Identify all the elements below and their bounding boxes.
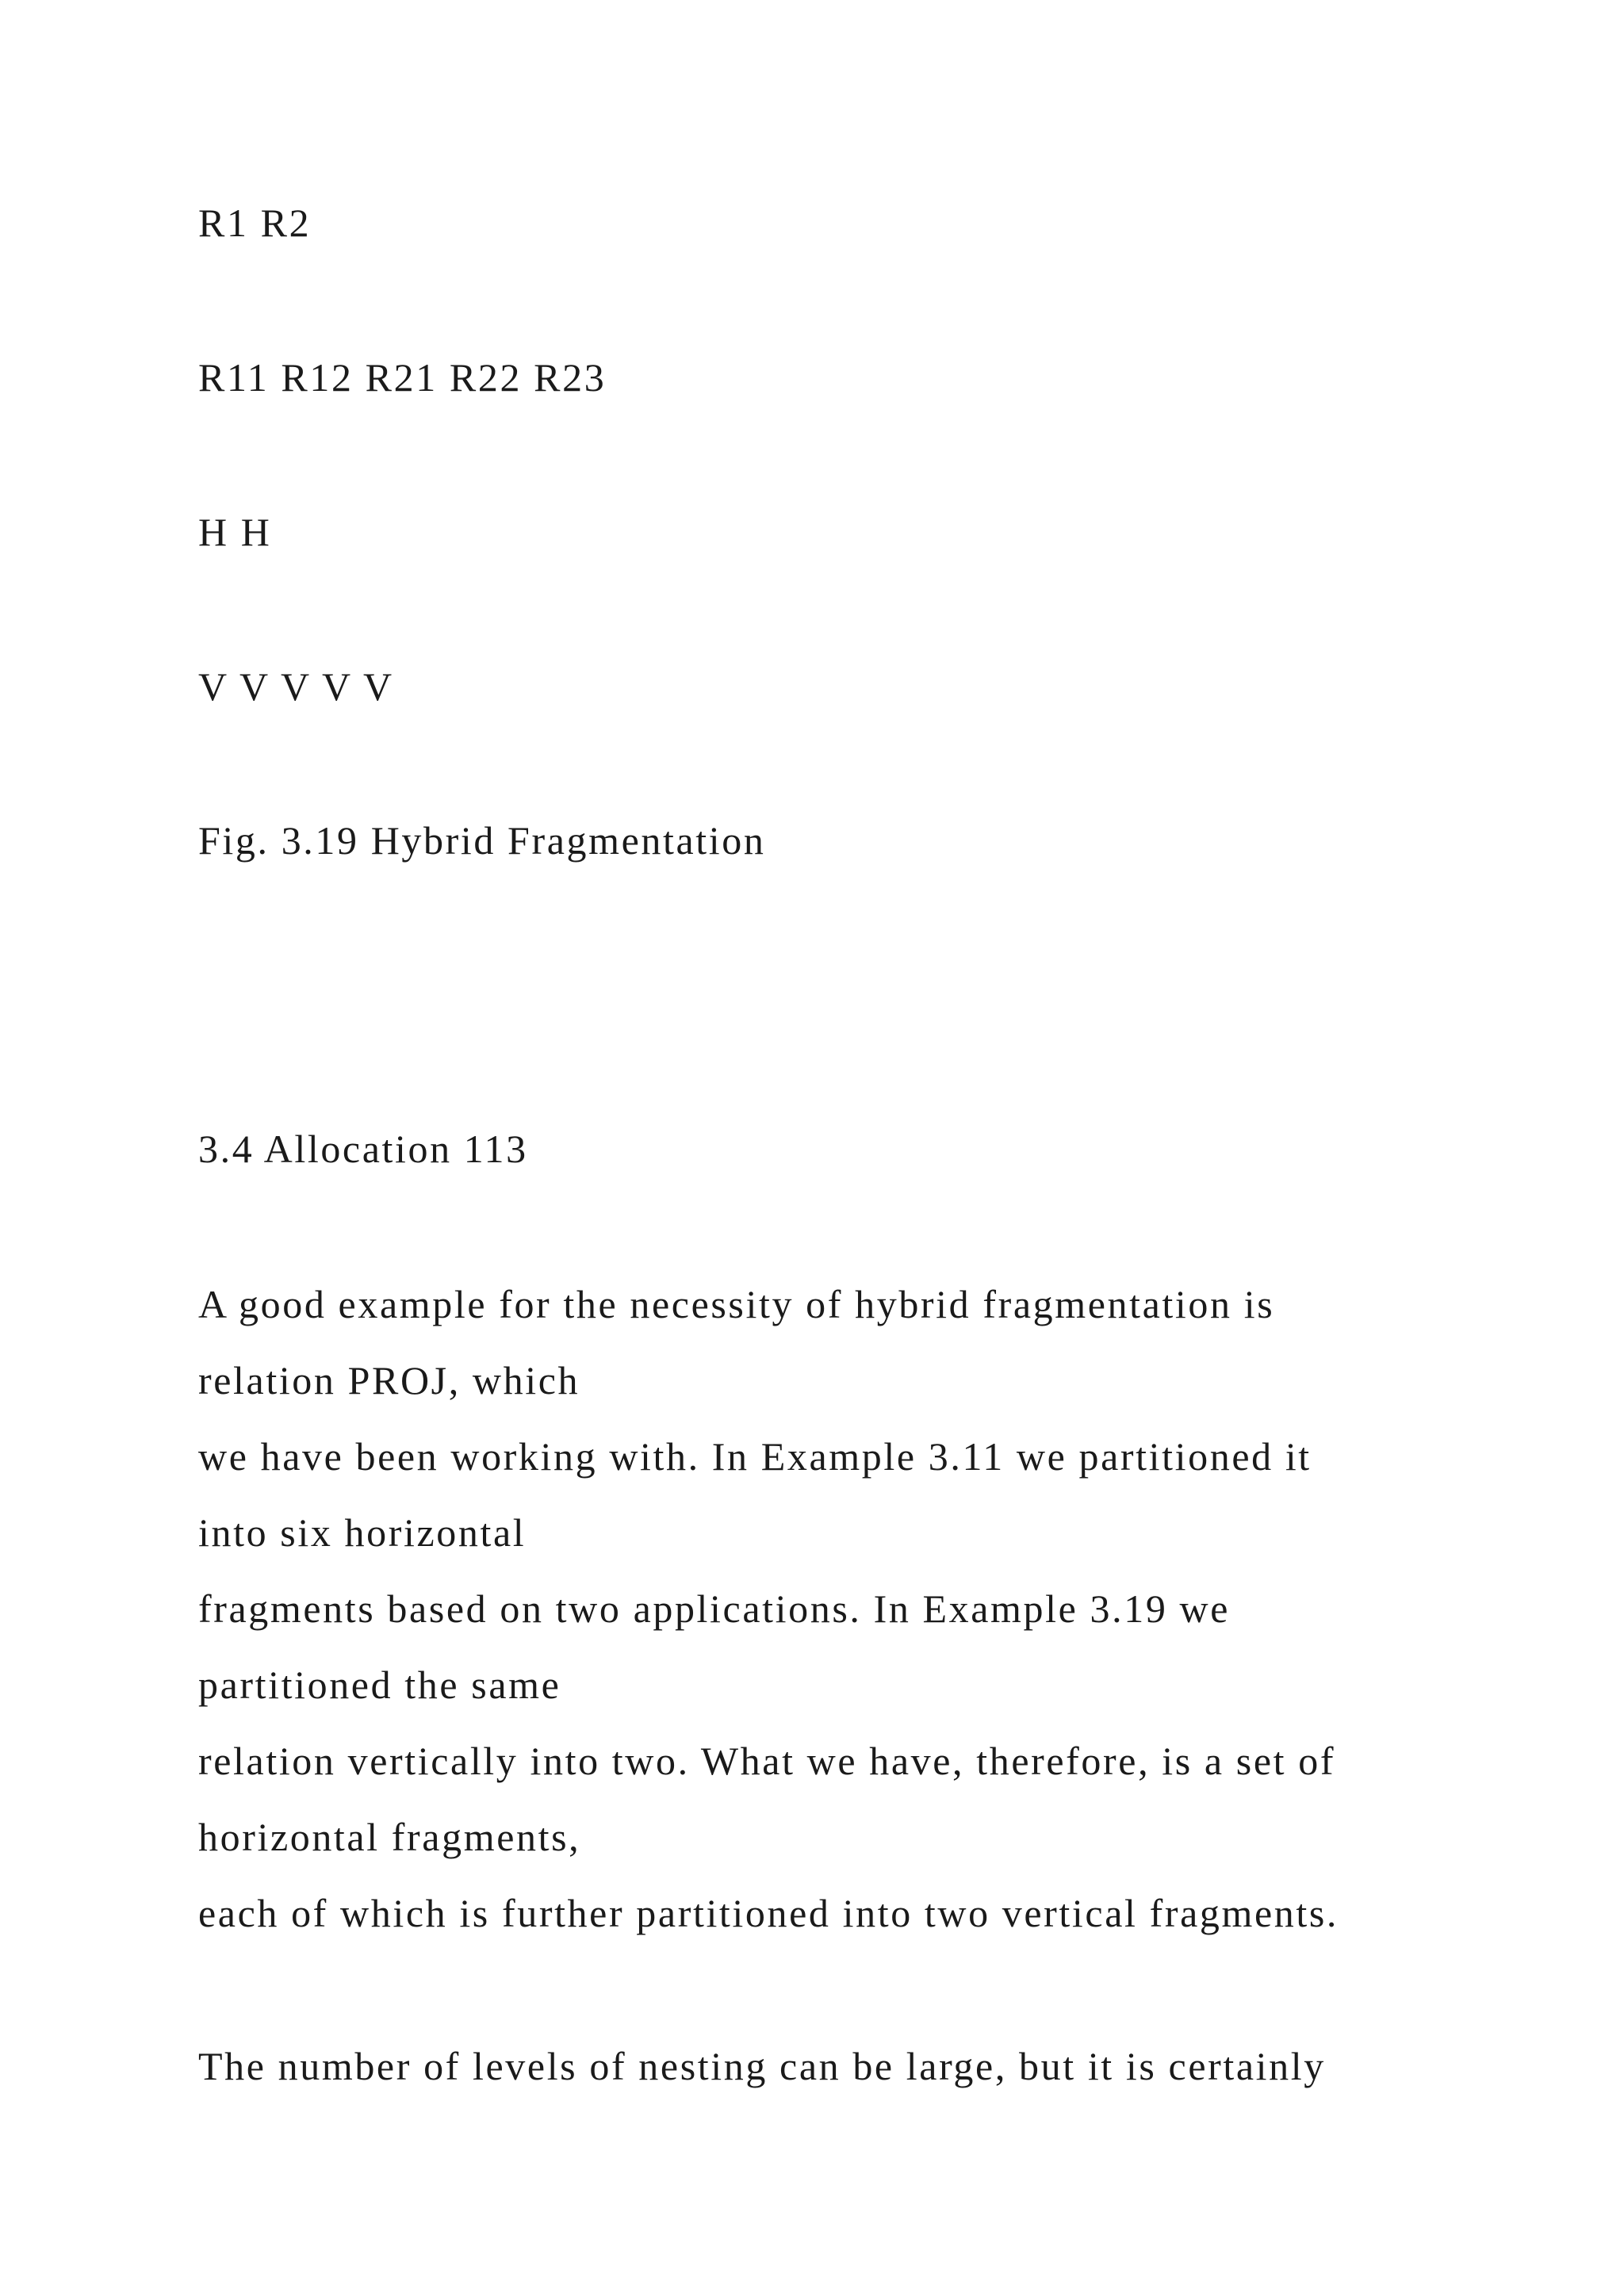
figure-caption: Fig. 3.19 Hybrid Fragmentation [198, 818, 766, 863]
paragraph-line: we have been working with. In Example 3.11 we partitioned it [198, 1434, 1312, 1479]
paragraph-line: The number of levels of nesting can be large, but it is certainly [198, 2044, 1326, 2088]
paragraph-line: relation PROJ, which [198, 1358, 580, 1402]
paragraph-line: horizontal fragments, [198, 1815, 581, 1859]
figure-label-horizontal: H H [198, 510, 272, 554]
paragraph-line: A good example for the necessity of hybrid fragmentation is [198, 1282, 1275, 1326]
paragraph-line: relation vertically into two. What we have, therefore, is a set of [198, 1739, 1336, 1783]
figure-label-vertical: V V V V V [198, 664, 394, 709]
paragraph-line: each of which is further partitioned into two vertical fragments. [198, 1891, 1339, 1935]
figure-label-r1-r2: R1 R2 [198, 201, 312, 245]
paragraph-line: into six horizontal [198, 1510, 527, 1555]
running-header: 3.4 Allocation 113 [198, 1127, 528, 1171]
paragraph-line: fragments based on two applications. In Example 3.19 we [198, 1586, 1231, 1631]
paragraph-line: partitioned the same [198, 1663, 561, 1707]
figure-label-fragments: R11 R12 R21 R22 R23 [198, 355, 607, 400]
